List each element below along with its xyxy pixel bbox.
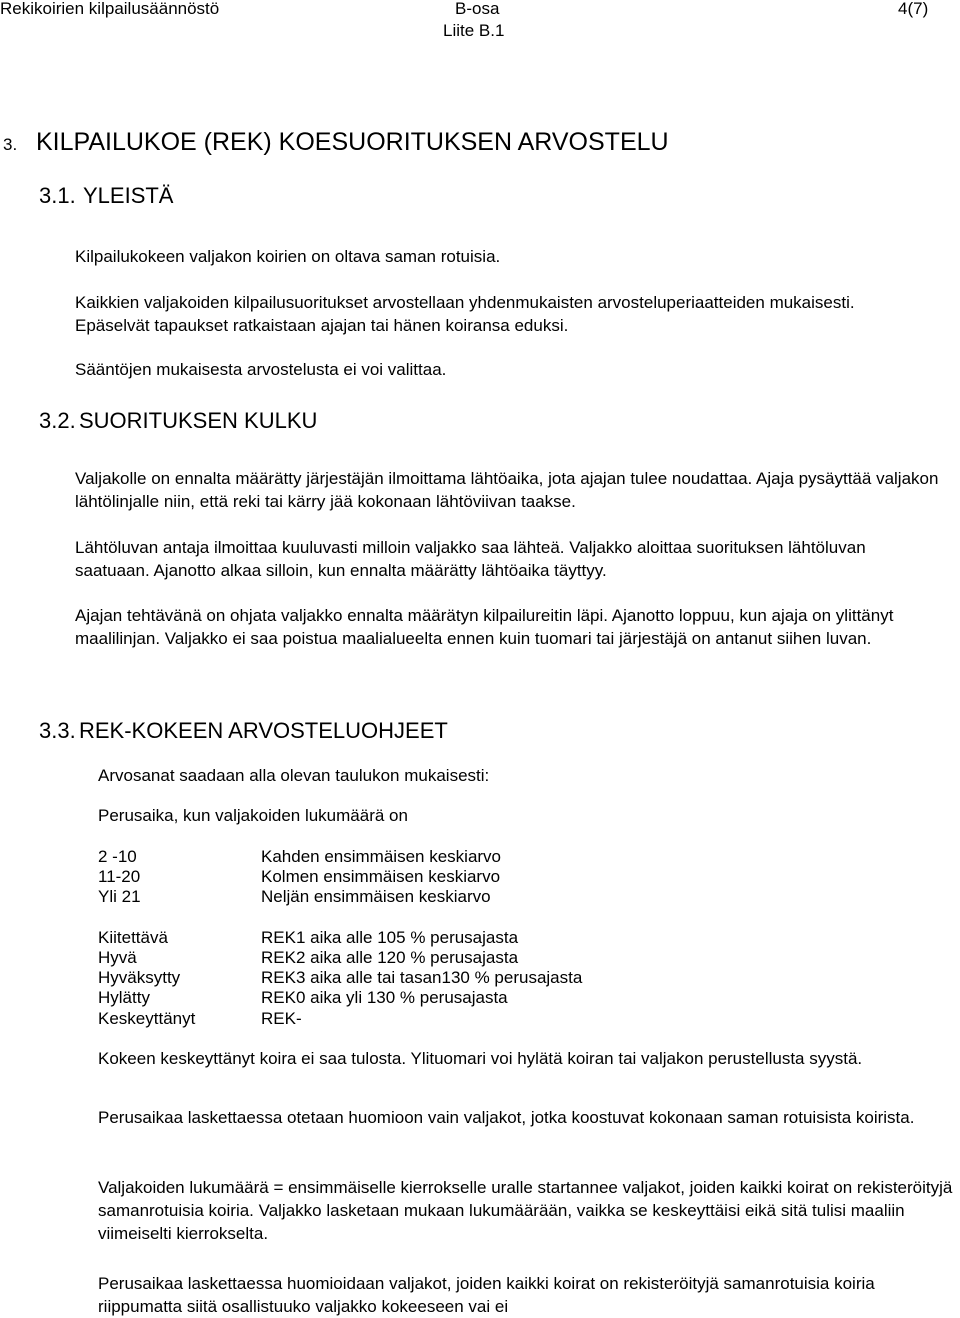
rule-cell: REK1 aika alle 105 % perusajasta <box>261 928 519 947</box>
section-3-3-number: 3.3. <box>39 718 76 743</box>
paragraph: Sääntöjen mukaisesta arvostelusta ei voi valittaa. <box>75 360 447 379</box>
table-row <box>98 988 508 1008</box>
paragraph: Perusaikaa laskettaessa otetaan huomioon vain valjakot, jotka koostuvat kokonaan saman rotuisista koirista. <box>98 1108 915 1127</box>
appendix-label: Liite B.1 <box>443 21 505 40</box>
paragraph: Lähtöluvan antaja ilmoittaa kuuluvasti milloin valjakko saa lähteä. Valjakko aloittaa suorituksen lähtöluvan saatuaan. Ajanotto alkaa silloin, kun ennalta määrätty lähtöaika täyttyy. <box>75 538 866 580</box>
grade-cell: Hylätty <box>98 988 150 1007</box>
table-row <box>98 1009 302 1029</box>
paragraph: Kokeen keskeyttänyt koira ei saa tulosta. Ylituomari voi hylätä koiran tai valjakon perustellusta syystä. <box>98 1049 863 1068</box>
rule-cell: REK- <box>261 1009 302 1028</box>
section-3-3-heading <box>39 718 448 744</box>
section-3-1-number: 3.1. <box>39 183 76 208</box>
document-title: Rekikoirien kilpailusäännöstö <box>0 0 220 18</box>
table-row <box>98 968 582 988</box>
rule-cell: Kahden ensimmäisen keskiarvo <box>261 847 502 866</box>
table-row <box>98 948 518 968</box>
rule-cell: Neljän ensimmäisen keskiarvo <box>261 887 491 906</box>
section-3-number: 3. <box>3 135 18 154</box>
page-number: 4(7) <box>898 0 929 18</box>
paragraph: Kilpailukokeen valjakon koirien on oltava saman rotuisia. <box>75 247 501 266</box>
range-cell: 2 -10 <box>98 847 137 866</box>
section-3-2-number: 3.2. <box>39 408 76 433</box>
section-3-heading <box>3 128 669 157</box>
paragraph: Valjakoiden lukumäärä = ensimmäiselle kierrokselle uralle startannee valjakot, joiden kaikki koirat on rekisteröityjä samanrotuisia koiria. Valjakko lasketaan mukaan lukumäärään, vaikka se keskeyttäisi eikä sitä tulisi maaliin viimeiselti kierrokselta. <box>98 1178 953 1243</box>
part-label: B-osa <box>455 0 500 18</box>
rule-cell: REK0 aika yli 130 % perusajasta <box>261 988 508 1007</box>
paragraph: Valjakolle on ennalta määrätty järjestäjän ilmoittama lähtöaika, jota ajajan tulee noudattaa. Ajaja pysäyttää valjakon lähtölinjalle niin, että reki tai kärry jää kokonaan lähtöviivan taakse. <box>75 469 939 511</box>
paragraph: Perusaikaa laskettaessa huomioidaan valjakot, joiden kaikki koirat on rekisteröityjä samanrotuisia koiria riippumatta siitä osallistuuko valjakko kokeeseen vai ei <box>98 1274 875 1316</box>
section-3-title: KILPAILUKOE (REK) KOESUORITUKSEN ARVOSTELU <box>36 128 669 156</box>
base-time-intro: Perusaika, kun valjakoiden lukumäärä on <box>98 806 408 825</box>
section-3-1-title: YLEISTÄ <box>83 183 174 208</box>
paragraph: Kaikkien valjakoiden kilpailusuoritukset arvostellaan yhdenmukaisten arvosteluperiaatteiden mukaisesti. Epäselvät tapaukset ratkaistaan ajajan tai hänen koiransa eduksi. <box>75 293 855 335</box>
section-3-2-heading <box>39 408 317 434</box>
section-3-2-title: SUORITUKSEN KULKU <box>79 408 318 433</box>
paragraph: Ajajan tehtävänä on ohjata valjakko ennalta määrätyn kilpailureitin läpi. Ajanotto loppuu, kun ajaja on ylittänyt maalilinjan. Valjakko ei saa poistua maalialueelta ennen kuin tuomari tai järjestäjä on antanut siihen luvan. <box>75 606 894 648</box>
table-row <box>98 867 500 887</box>
rule-cell: Kolmen ensimmäisen keskiarvo <box>261 867 501 886</box>
section-3-3-title: REK-KOKEEN ARVOSTELUOHJEET <box>79 718 448 743</box>
range-cell: Yli 21 <box>98 887 141 906</box>
range-cell: 11-20 <box>98 867 141 886</box>
grade-cell: Kiitettävä <box>98 928 168 947</box>
grade-cell: Keskeyttänyt <box>98 1009 196 1028</box>
grading-intro: Arvosanat saadaan alla olevan taulukon mukaisesti: <box>98 766 490 785</box>
rule-cell: REK2 aika alle 120 % perusajasta <box>261 948 519 967</box>
table-row <box>98 928 518 948</box>
section-3-1-heading <box>39 183 173 209</box>
rule-cell: REK3 aika alle tai tasan130 % perusajasta <box>261 968 583 987</box>
table-row <box>98 887 491 907</box>
grade-cell: Hyväksytty <box>98 968 181 987</box>
grade-cell: Hyvä <box>98 948 137 967</box>
table-row <box>98 847 501 867</box>
